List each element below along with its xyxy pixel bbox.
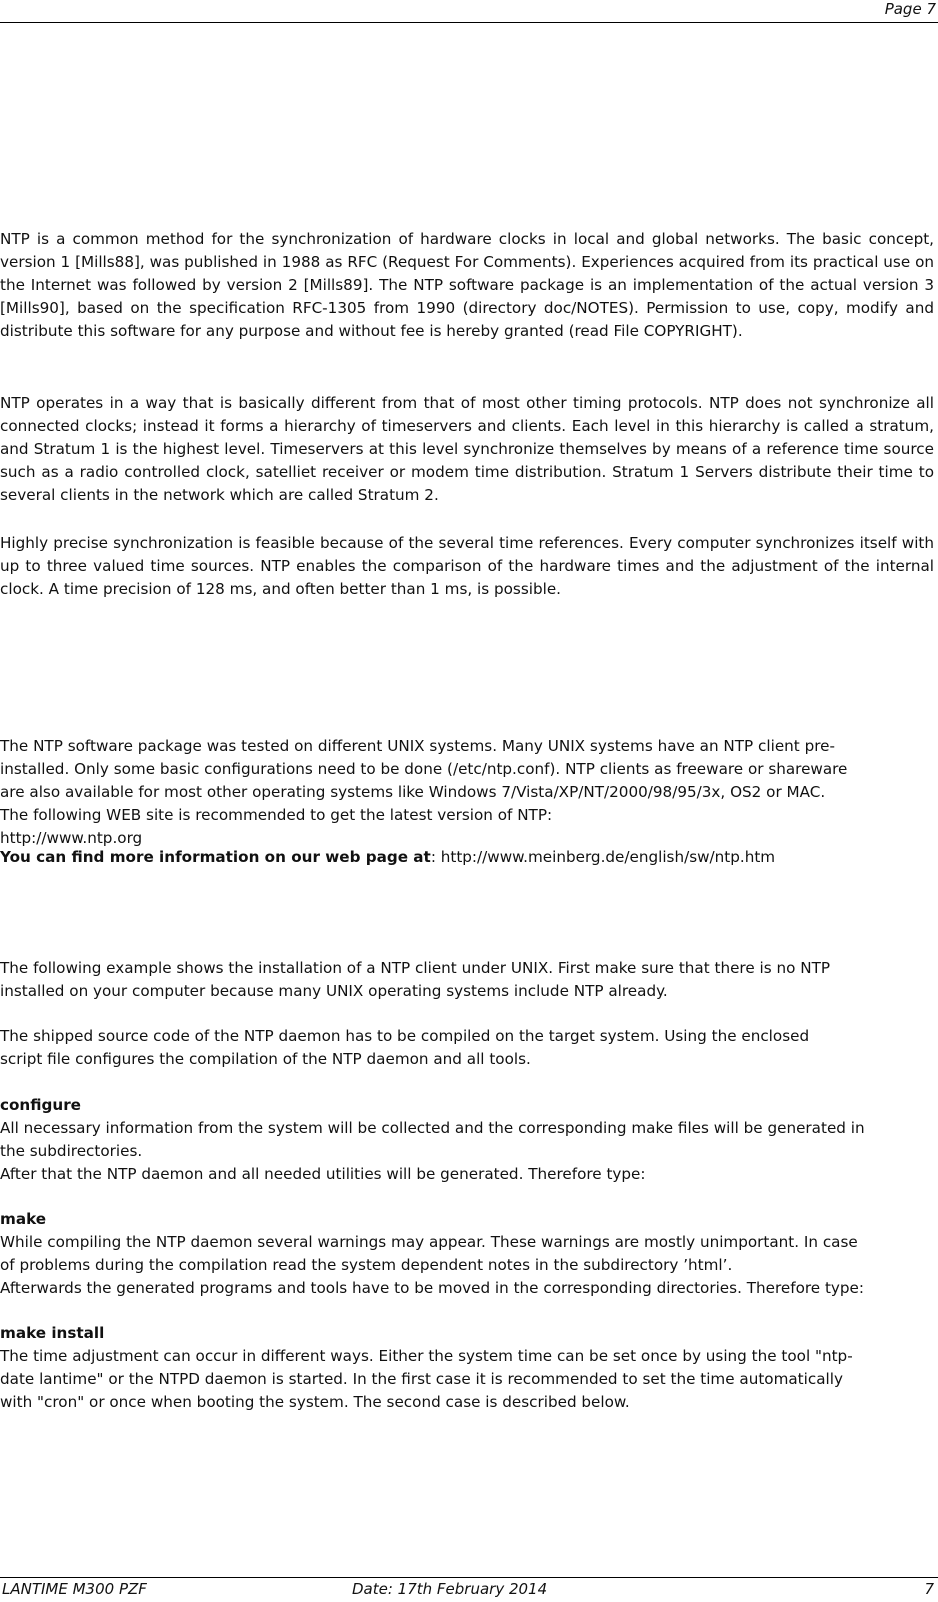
make-command: make — [0, 1210, 47, 1228]
make-install-block — [0, 1322, 934, 1414]
text-line: the subdirectories. — [0, 1142, 143, 1160]
text-line: installed. Only some basic configurations need to be done (/etc/ntp.conf). NTP clients as freeware or shareware — [0, 760, 848, 778]
text-line: The following WEB site is recommended to get the latest version of NTP: — [0, 806, 553, 824]
install-intro-paragraph — [0, 957, 934, 1003]
text-line: The following example shows the installation of a NTP client under UNIX. First make sure that there is no NTP — [0, 959, 831, 977]
page-label: Page 7 — [884, 0, 936, 18]
footer-product: LANTIME M300 PZF — [2, 1580, 147, 1598]
intro-paragraph-2: NTP operates in a way that is basically different from that of most other timing protocols. NTP does not synchronize all connected clocks; instead it forms a hierarchy of timeservers and clients. Each level in this hierarchy is called a stratum, and Stratum 1 is the highest level. Timeservers at this level synchronize themselves by means of a reference time source such as a radio controlled clock, satelliet receiver or modem time distribution. Stratum 1 Servers distribute their time to several clients in the network which are called Stratum 2. — [0, 394, 934, 504]
intro-paragraph-3: Highly precise synchronization is feasible because of the several time references. Every computer synchronizes itself with up to three valued time sources. NTP enables the comparison of the hardware times and the adjustment of the internal clock. A time precision of 128 ms, and often better than 1 ms, is possible. — [0, 534, 934, 598]
text-line: Afterwards the generated programs and tools have to be moved in the corresponding directories. Therefore type: — [0, 1279, 864, 1297]
page-header — [0, 0, 938, 23]
page-footer — [0, 1577, 938, 1602]
text-line: The time adjustment can occur in different ways. Either the system time can be set once by using the tool "ntp- — [0, 1347, 853, 1365]
make-block — [0, 1208, 934, 1300]
meinberg-ntp-link[interactable]: : http://www.meinberg.de/english/sw/ntp.htm — [430, 848, 776, 866]
ntp-org-link[interactable]: http://www.ntp.org — [0, 829, 143, 847]
text-line: script file configures the compilation of the NTP daemon and all tools. — [0, 1050, 531, 1068]
software-paragraph — [0, 735, 934, 850]
configure-command: configure — [0, 1096, 81, 1114]
intro-paragraph-1: NTP is a common method for the synchronization of hardware clocks in local and global networks. The basic concept, version 1 [Mills88], was published in 1988 as RFC (Request For Comments). Experiences acquired from its practical use on the Internet was followed by version 2 [Mills89]. The NTP software package is an implementation of the actual version 3 [Mills90], based on the specification RFC-1305 from 1990 (directory doc/NOTES). Permission to use, copy, modify and distribute this software for any purpose and without fee is hereby granted (read File COPYRIGHT). — [0, 230, 934, 340]
footer-date: Date: 17th February 2014 — [352, 1580, 548, 1598]
text-line: are also available for most other operating systems like Windows 7/Vista/XP/NT/2000/98/95/3x, OS2 or MAC. — [0, 783, 826, 801]
compile-paragraph — [0, 1025, 934, 1071]
text-line: installed on your computer because many UNIX operating systems include NTP already. — [0, 982, 668, 1000]
text-line: While compiling the NTP daemon several warnings may appear. These warnings are mostly unimportant. In case — [0, 1233, 858, 1251]
footer-page-number: 7 — [924, 1580, 934, 1598]
text-line: After that the NTP daemon and all needed utilities will be generated. Therefore type: — [0, 1165, 646, 1183]
more-info-label: You can find more information on our web page at — [0, 848, 431, 866]
text-line: with "cron" or once when booting the system. The second case is described below. — [0, 1393, 630, 1411]
more-info-line — [0, 846, 934, 869]
text-line: of problems during the compilation read the system dependent notes in the subdirectory ’html’. — [0, 1256, 733, 1274]
text-line: The shipped source code of the NTP daemon has to be compiled on the target system. Using the enclosed — [0, 1027, 810, 1045]
make-install-command: make install — [0, 1324, 105, 1342]
text-line: The NTP software package was tested on different UNIX systems. Many UNIX systems have an NTP client pre- — [0, 737, 835, 755]
configure-block — [0, 1094, 934, 1186]
text-line: date lantime" or the NTPD daemon is started. In the first case it is recommended to set the time automatically — [0, 1370, 843, 1388]
text-line: All necessary information from the system will be collected and the corresponding make files will be generated in — [0, 1119, 865, 1137]
